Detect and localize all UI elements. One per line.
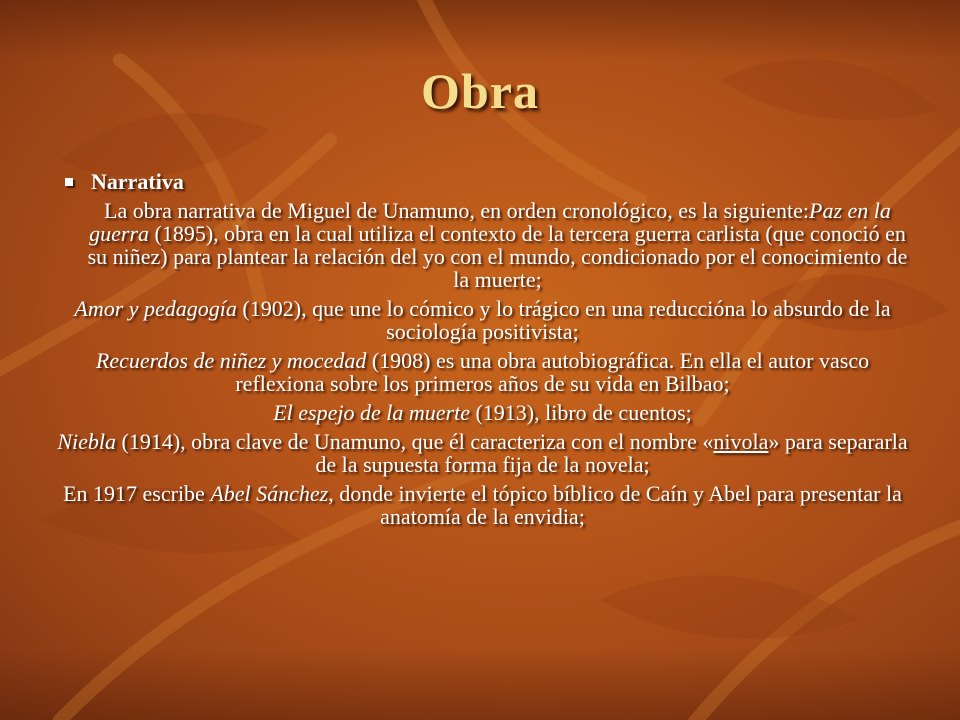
paragraph-espejo-de-la-muerte bbox=[55, 401, 910, 424]
bullet-label: Narrativa bbox=[91, 169, 184, 194]
book-title: Paz en la guerra bbox=[89, 198, 891, 246]
book-title: Abel Sánchez bbox=[210, 481, 329, 506]
paragraph-abel-sanchez bbox=[55, 482, 910, 528]
text-run: La obra narrativa de Miguel de Unamuno, en orden cronológico, es la siguiente: bbox=[104, 198, 810, 223]
bullet-item bbox=[65, 170, 910, 193]
text-run: (1913), libro de cuentos; bbox=[469, 400, 692, 425]
text-run: (1914), obra clave de Unamuno, que él caracteriza con el nombre « bbox=[116, 429, 714, 454]
paragraph-paz-en-la-guerra bbox=[85, 199, 910, 291]
paragraph-niebla bbox=[55, 430, 910, 476]
book-title: El espejo de la muerte bbox=[273, 400, 470, 425]
paragraph-amor-y-pedagogia bbox=[55, 297, 910, 343]
square-bullet-icon bbox=[65, 178, 73, 186]
nivola-link[interactable]: nivola bbox=[713, 429, 769, 454]
book-title: Niebla bbox=[57, 429, 116, 454]
text-run: (1895), obra en la cual utiliza el contexto de la tercera guerra carlista (que conoció en su niñez) para plantear la relación del yo con el mundo, condicionado por el conocimiento de la muerte; bbox=[87, 221, 908, 292]
slide-title: Obra bbox=[421, 63, 539, 119]
text-run: (1908) es una obra autobiográfica. En ella el autor vasco reflexiona sobre los primeros años de su vida en Bilbao; bbox=[235, 348, 870, 396]
book-title: Recuerdos de niñez y mocedad bbox=[95, 348, 367, 373]
text-run: , donde invierte el tópico bíblico de Caín y Abel para presentar la anatomía de la envidia; bbox=[328, 481, 902, 529]
slide-body bbox=[55, 170, 910, 534]
text-run: » para separarla de la supuesta forma fija de la novela; bbox=[315, 429, 908, 477]
book-title: Amor y pedagogía bbox=[74, 296, 237, 321]
paragraph-recuerdos bbox=[55, 349, 910, 395]
text-run: En 1917 escribe bbox=[63, 481, 211, 506]
text-run: (1902), que une lo cómico y lo trágico en una reducciónа lo absurdo de la sociología positivista; bbox=[236, 296, 891, 344]
